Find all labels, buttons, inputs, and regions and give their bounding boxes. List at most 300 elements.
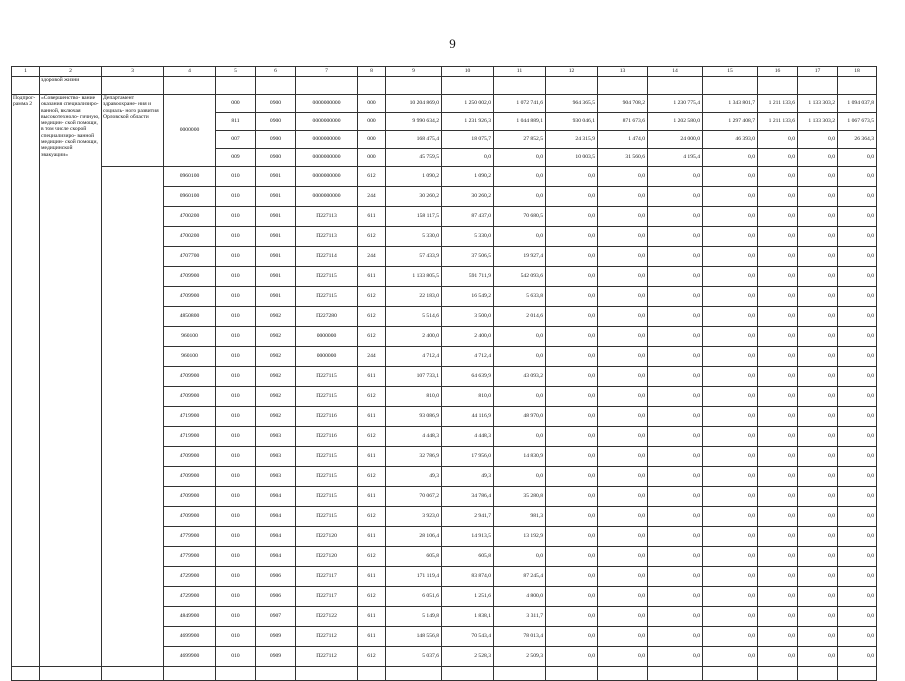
table-cell: 0,0: [758, 647, 798, 667]
table-cell: 611: [358, 607, 386, 627]
table-cell: 811: [216, 113, 256, 131]
table-cell: 0,0: [798, 267, 838, 287]
table-cell: 4 448,3: [386, 427, 442, 447]
subheader-cell: [546, 77, 598, 95]
table-cell: 0902: [256, 387, 296, 407]
subheader-cell: [358, 77, 386, 95]
table-cell: 0,0: [703, 149, 758, 167]
table-cell: 0,0: [838, 527, 877, 547]
table-cell: 0,0: [798, 287, 838, 307]
table-cell: 0901: [256, 267, 296, 287]
table-cell: 0,0: [798, 247, 838, 267]
subheader-cell: [164, 77, 216, 95]
table-cell: 17 956,0: [442, 447, 494, 467]
table-cell: 0,0: [838, 467, 877, 487]
subheader-cell: [598, 77, 648, 95]
table-cell: 0,0: [758, 467, 798, 487]
table-cell: П227115: [296, 467, 358, 487]
table-cell: 0,0: [494, 547, 546, 567]
table-cell: 244: [358, 347, 386, 367]
table-cell: 0,0: [598, 607, 648, 627]
table-cell: 0,0: [758, 267, 798, 287]
table-cell: 0,0: [798, 587, 838, 607]
table-cell: 0,0: [546, 367, 598, 387]
table-cell: 904 708,2: [598, 95, 648, 113]
table-cell: 0,0: [494, 347, 546, 367]
table-cell: 0,0: [546, 447, 598, 467]
table-cell: 0,0: [758, 247, 798, 267]
table-cell: 0000000000: [296, 149, 358, 167]
table-cell: 1 090,2: [442, 167, 494, 187]
table-cell: 0900: [256, 131, 296, 149]
table-cell: 0,0: [758, 387, 798, 407]
table-cell: 0,0: [598, 247, 648, 267]
table-cell: 0,0: [838, 327, 877, 347]
column-number-5: 5: [216, 67, 256, 77]
table-cell: 3 923,0: [386, 507, 442, 527]
table-cell: 0000000000: [296, 167, 358, 187]
table-cell: 43 093,2: [494, 367, 546, 387]
table-cell: 0909: [256, 627, 296, 647]
blank-cell: [546, 667, 598, 681]
table-cell: 010: [216, 207, 256, 227]
table-cell: 1 251,6: [442, 587, 494, 607]
table-cell: 0,0: [703, 227, 758, 247]
table-cell: 1 343 801,7: [703, 95, 758, 113]
table-cell: 0,0: [758, 307, 798, 327]
table-cell: 0901: [256, 187, 296, 207]
table-cell: 0,0: [703, 607, 758, 627]
table-cell: 0,0: [546, 487, 598, 507]
table-cell: 0901: [256, 207, 296, 227]
table-cell: 810,0: [386, 387, 442, 407]
table-cell: 0,0: [758, 607, 798, 627]
table-cell: 010: [216, 447, 256, 467]
table-cell: 0,0: [648, 307, 703, 327]
budget-table: [11, 66, 877, 681]
table-cell: 0,0: [703, 587, 758, 607]
table-cell: 0,0: [838, 227, 877, 247]
table-cell: П227115: [296, 487, 358, 507]
blank-cell: [216, 667, 256, 681]
table-cell: 4719900: [164, 427, 216, 447]
blank-cell: [703, 667, 758, 681]
table-cell: 0960100: [164, 187, 216, 207]
blank-cell: [442, 667, 494, 681]
blank-cell: [386, 667, 442, 681]
table-cell: 605,8: [386, 547, 442, 567]
column-number-16: 16: [758, 67, 798, 77]
table-cell: 010: [216, 247, 256, 267]
table-cell: 0,0: [838, 307, 877, 327]
table-cell: 0,0: [838, 207, 877, 227]
table-cell: 1 297 408,7: [703, 113, 758, 131]
table-cell: 0,0: [758, 207, 798, 227]
table-cell: 0,0: [758, 367, 798, 387]
table-cell: 0,0: [546, 467, 598, 487]
table-cell: 1 067 673,5: [838, 113, 877, 131]
table-cell: 0,0: [648, 227, 703, 247]
blank-cell: [798, 667, 838, 681]
table-cell: 0,0: [546, 427, 598, 447]
table-cell: 0,0: [598, 507, 648, 527]
table-cell: 0,0: [546, 267, 598, 287]
table-cell: 14 913,5: [442, 527, 494, 547]
table-cell: 0901: [256, 227, 296, 247]
table-cell: 5 514,6: [386, 307, 442, 327]
table-cell: 93 086,9: [386, 407, 442, 427]
table-row: [12, 95, 877, 113]
table-cell: 0000000: [296, 347, 358, 367]
table-cell: 0,0: [838, 567, 877, 587]
column-number-7: 7: [296, 67, 358, 77]
table-cell: 0,0: [838, 447, 877, 467]
table-cell: 0,0: [598, 407, 648, 427]
table-cell: 0,0: [546, 247, 598, 267]
table-cell: 0,0: [703, 447, 758, 467]
table-cell: 0,0: [598, 487, 648, 507]
table-cell: 000: [358, 149, 386, 167]
table-cell: 0,0: [648, 447, 703, 467]
table-cell: 0,0: [798, 327, 838, 347]
table-cell: 964 365,5: [546, 95, 598, 113]
table-cell: 70 067,2: [386, 487, 442, 507]
table-cell: 930 046,1: [546, 113, 598, 131]
table-cell: 3 311,7: [494, 607, 546, 627]
table-cell: 4709900: [164, 387, 216, 407]
table-cell: 0,0: [798, 567, 838, 587]
table-cell: 0,0: [838, 187, 877, 207]
subheader-cell: [442, 77, 494, 95]
table-cell: 605,8: [442, 547, 494, 567]
table-cell: П227112: [296, 627, 358, 647]
table-cell: 0,0: [703, 567, 758, 587]
table-cell: 0,0: [758, 287, 798, 307]
table-cell: 010: [216, 647, 256, 667]
table-cell: 0,0: [798, 467, 838, 487]
table-cell: П227280: [296, 307, 358, 327]
table-cell: 0,0: [648, 287, 703, 307]
table-cell: 612: [358, 647, 386, 667]
table-cell: 010: [216, 287, 256, 307]
table-cell: 0,0: [758, 427, 798, 447]
table-cell: 4709900: [164, 287, 216, 307]
table-cell: 0,0: [798, 527, 838, 547]
table-cell: 0,0: [648, 387, 703, 407]
table-cell: 0,0: [648, 527, 703, 547]
table-cell: 0,0: [598, 267, 648, 287]
blank-row: [12, 667, 877, 681]
table-cell: 010: [216, 327, 256, 347]
table-cell: 0901: [256, 287, 296, 307]
table-cell: 0,0: [798, 367, 838, 387]
table-cell: 37 506,5: [442, 247, 494, 267]
table-cell: 0,0: [494, 149, 546, 167]
table-cell: 4 712,4: [386, 347, 442, 367]
table-cell: 0,0: [838, 267, 877, 287]
table-cell: 70 543,4: [442, 627, 494, 647]
table-cell: 010: [216, 187, 256, 207]
table-cell: 4 712,4: [442, 347, 494, 367]
table-cell: 0,0: [758, 507, 798, 527]
table-cell: 0,0: [798, 507, 838, 527]
table-cell: 1 090,2: [386, 167, 442, 187]
table-cell: 542 093,6: [494, 267, 546, 287]
table-cell: 0,0: [494, 167, 546, 187]
table-cell: 0,0: [758, 487, 798, 507]
column-number-8: 8: [358, 67, 386, 77]
table-cell: 87 245,4: [494, 567, 546, 587]
table-cell: 0,0: [598, 467, 648, 487]
table-cell: 4709900: [164, 267, 216, 287]
table-cell: 0900: [256, 95, 296, 113]
table-cell: 4849900: [164, 607, 216, 627]
blank-cell: [758, 667, 798, 681]
column-number-6: 6: [256, 67, 296, 77]
table-cell: 0,0: [703, 267, 758, 287]
table-cell: 981,3: [494, 507, 546, 527]
table-cell: 35 280,8: [494, 487, 546, 507]
table-cell: 0,0: [703, 167, 758, 187]
table-cell: 0901: [256, 247, 296, 267]
table-cell: 0,0: [798, 207, 838, 227]
table-cell: 30 260,2: [442, 187, 494, 207]
table-cell: 0,0: [798, 167, 838, 187]
table-cell: 612: [358, 467, 386, 487]
table-cell: 22 183,0: [386, 287, 442, 307]
table-cell: 18 075,7: [442, 131, 494, 149]
table-cell: 0,0: [598, 307, 648, 327]
table-cell: П227115: [296, 447, 358, 467]
table-cell: 0,0: [546, 227, 598, 247]
table-cell: 0000000000: [296, 131, 358, 149]
table-cell: П227115: [296, 507, 358, 527]
table-cell: 1 202 580,0: [648, 113, 703, 131]
table-cell: 010: [216, 267, 256, 287]
table-cell: 0,0: [838, 647, 877, 667]
table-cell: 0,0: [598, 447, 648, 467]
table-cell: 0,0: [838, 247, 877, 267]
table-cell: 5 330,0: [442, 227, 494, 247]
table-cell: 612: [358, 427, 386, 447]
table-cell: 24 000,0: [648, 131, 703, 149]
table-cell: 0,0: [703, 387, 758, 407]
table-cell: 0,0: [546, 207, 598, 227]
blank-cell: [358, 667, 386, 681]
table-cell: 612: [358, 387, 386, 407]
table-cell: 4709900: [164, 507, 216, 527]
column-number-14: 14: [648, 67, 703, 77]
table-cell: 4 800,0: [494, 587, 546, 607]
table-cell: 0,0: [798, 407, 838, 427]
blank-cell: [256, 667, 296, 681]
table-cell: П227122: [296, 607, 358, 627]
table-cell: 0,0: [703, 507, 758, 527]
table-cell: 0,0: [703, 547, 758, 567]
subheader-cell: [12, 77, 40, 95]
table-cell: 4779900: [164, 527, 216, 547]
table-cell: П227115: [296, 387, 358, 407]
table-cell: 0,0: [598, 287, 648, 307]
table-cell: 591 711,9: [442, 267, 494, 287]
table-cell: 0903: [256, 447, 296, 467]
table-cell: П227115: [296, 287, 358, 307]
table-cell: 0,0: [758, 347, 798, 367]
table-cell: 3 500,0: [442, 307, 494, 327]
table-cell: П227117: [296, 587, 358, 607]
table-cell: 16 549,2: [442, 287, 494, 307]
table-cell: 0,0: [703, 487, 758, 507]
table-cell: 4700200: [164, 207, 216, 227]
table-cell: 0,0: [648, 647, 703, 667]
table-cell: 0,0: [838, 367, 877, 387]
table-cell: 0,0: [648, 347, 703, 367]
table-cell: 960100: [164, 327, 216, 347]
table-cell: 0902: [256, 367, 296, 387]
program-name: «Совершенство- вание оказания специализиро- ванной, включая высокотехноло- гичную, медицин- ской помощи, в том числе скорой специализиро- ванной медицин- ской помощи, медицинской эвакуации»: [40, 95, 102, 667]
table-cell: 0,0: [798, 149, 838, 167]
table-cell: 010: [216, 367, 256, 387]
table-cell: 2 528,3: [442, 647, 494, 667]
table-cell: 0900: [256, 149, 296, 167]
table-cell: 0,0: [648, 587, 703, 607]
table-cell: 0902: [256, 347, 296, 367]
table-cell: П227120: [296, 527, 358, 547]
table-cell: 0,0: [546, 307, 598, 327]
table-cell: 010: [216, 547, 256, 567]
table-cell: 0,0: [546, 587, 598, 607]
table-cell: 1 231 926,3: [442, 113, 494, 131]
table-cell: 5 149,8: [386, 607, 442, 627]
table-cell: 0,0: [798, 647, 838, 667]
subheader-col2: здоровой жизни: [40, 77, 102, 95]
table-cell: 0,0: [798, 347, 838, 367]
table-cell: П227120: [296, 547, 358, 567]
table-cell: 0,0: [838, 607, 877, 627]
table-cell: 611: [358, 267, 386, 287]
table-cell: П227115: [296, 267, 358, 287]
table-cell: 0,0: [494, 467, 546, 487]
table-cell: 0904: [256, 547, 296, 567]
table-cell: 0,0: [598, 587, 648, 607]
table-cell: 4 195,4: [648, 149, 703, 167]
table-cell: 0903: [256, 467, 296, 487]
table-cell: П227115: [296, 367, 358, 387]
column-number-row: [12, 67, 877, 77]
table-cell: П227116: [296, 427, 358, 447]
table-cell: 0,0: [648, 467, 703, 487]
table-cell: 0,0: [838, 587, 877, 607]
table-cell: 010: [216, 307, 256, 327]
column-number-1: 1: [12, 67, 40, 77]
table-cell: 0,0: [648, 207, 703, 227]
table-cell: 0,0: [648, 407, 703, 427]
table-cell: 0,0: [838, 627, 877, 647]
table-cell: 9 990 634,2: [386, 113, 442, 131]
table-cell: 0,0: [758, 149, 798, 167]
table-cell: 34 786,4: [442, 487, 494, 507]
table-cell: 0,0: [703, 307, 758, 327]
table-cell: 612: [358, 507, 386, 527]
table-cell: 009: [216, 149, 256, 167]
table-cell: 0,0: [598, 567, 648, 587]
subheader-cell: [703, 77, 758, 95]
page-number: 9: [449, 36, 456, 51]
table-cell: 49,3: [386, 467, 442, 487]
table-cell: 810,0: [442, 387, 494, 407]
table-cell: 0,0: [648, 487, 703, 507]
table-cell: 0,0: [758, 567, 798, 587]
table-cell: 0,0: [838, 167, 877, 187]
table-cell: 000: [358, 113, 386, 131]
table-cell: 0904: [256, 487, 296, 507]
table-cell: 1 044 889,1: [494, 113, 546, 131]
table-cell: 0,0: [598, 327, 648, 347]
table-cell: 0,0: [494, 187, 546, 207]
table-cell: 611: [358, 447, 386, 467]
table-cell: 2 014,6: [494, 307, 546, 327]
table-cell: 612: [358, 287, 386, 307]
table-cell: 0904: [256, 527, 296, 547]
table-cell: 46 393,0: [703, 131, 758, 149]
table-cell: 4709900: [164, 367, 216, 387]
subheader-cell: [216, 77, 256, 95]
table-cell: 0000000000: [296, 113, 358, 131]
table-cell: 5 330,0: [386, 227, 442, 247]
blank-cell: [494, 667, 546, 681]
table-cell: 0,0: [546, 347, 598, 367]
table-cell: 0,0: [798, 187, 838, 207]
table-cell: 70 680,5: [494, 207, 546, 227]
table-cell: 2 941,7: [442, 507, 494, 527]
table-cell: 611: [358, 207, 386, 227]
table-cell: 5 633,8: [494, 287, 546, 307]
table-cell: 0,0: [598, 187, 648, 207]
table-cell: 171 119,4: [386, 567, 442, 587]
table-cell: 0,0: [758, 627, 798, 647]
table-cell: 0,0: [798, 627, 838, 647]
table-cell: 0,0: [546, 327, 598, 347]
table-cell: 000: [216, 95, 256, 113]
subheader-row: [12, 77, 877, 95]
table-cell: 0906: [256, 567, 296, 587]
table-cell: 0,0: [758, 167, 798, 187]
table-cell: 244: [358, 247, 386, 267]
table-cell: 0,0: [703, 467, 758, 487]
table-row: [12, 167, 877, 187]
table-cell: П227117: [296, 567, 358, 587]
table-cell: 612: [358, 587, 386, 607]
table-cell: 0,0: [442, 149, 494, 167]
table-cell: 0000000000: [296, 95, 358, 113]
table-cell: 0,0: [546, 627, 598, 647]
table-cell: 0,0: [703, 647, 758, 667]
table-cell: 0,0: [798, 307, 838, 327]
table-cell: 0,0: [546, 607, 598, 627]
table-cell: 78 013,4: [494, 627, 546, 647]
table-cell: 0,0: [838, 387, 877, 407]
blank-cell: [648, 667, 703, 681]
table-cell: 2 400,0: [386, 327, 442, 347]
table-cell: 0,0: [703, 187, 758, 207]
table-cell: 0,0: [546, 387, 598, 407]
table-cell: 0,0: [546, 287, 598, 307]
table-cell: 007: [216, 131, 256, 149]
table-cell: 0904: [256, 507, 296, 527]
table-cell: 0,0: [703, 347, 758, 367]
table-cell: 158 117,5: [386, 207, 442, 227]
table-cell: 1 133 805,5: [386, 267, 442, 287]
